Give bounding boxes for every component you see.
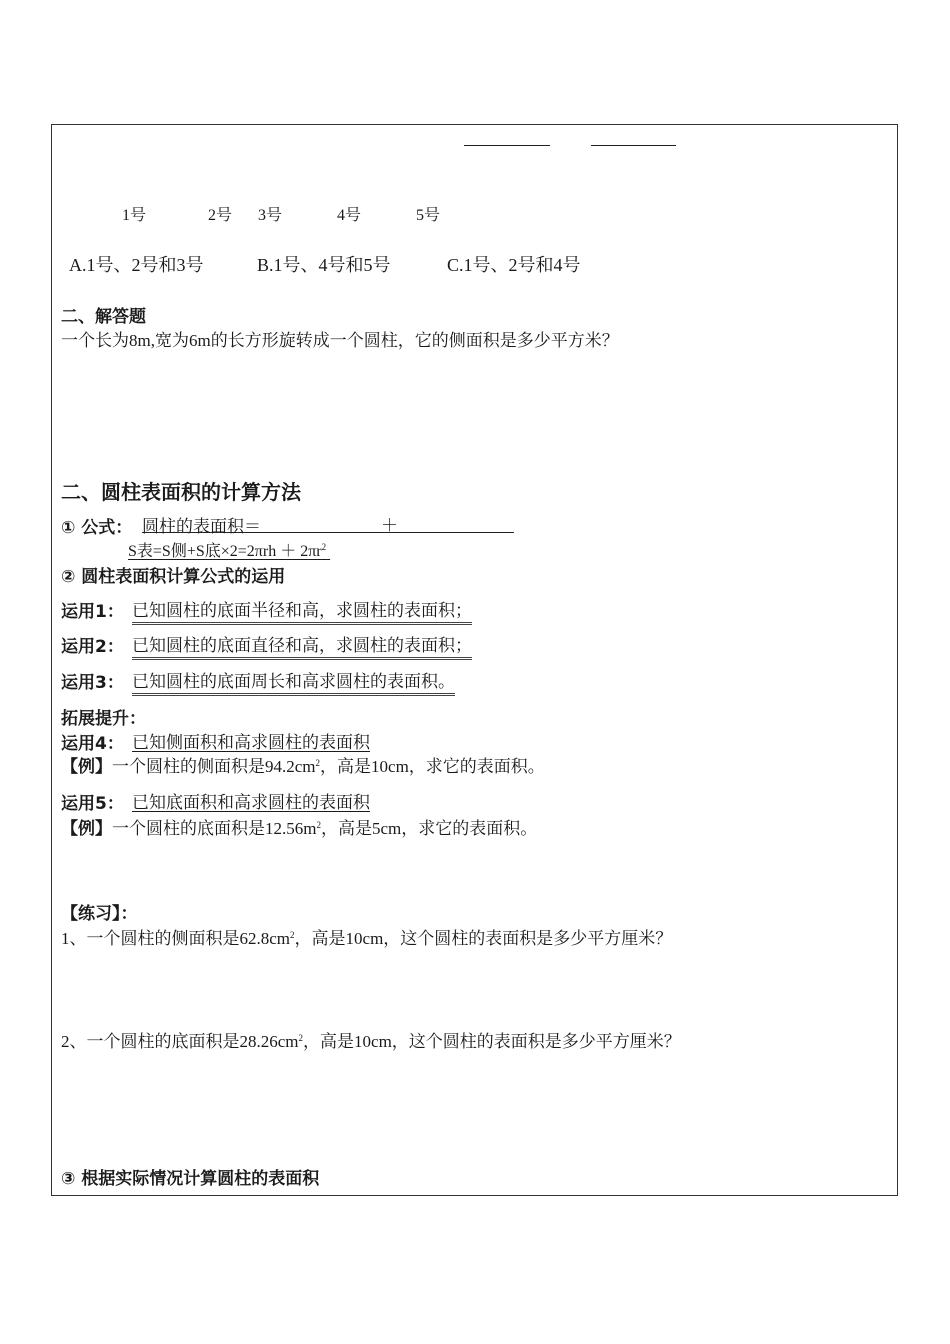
- surface-area-heading: 二、圆柱表面积的计算方法: [61, 480, 301, 504]
- label-2: 2号: [208, 207, 233, 224]
- example1: 【例】一个圆柱的侧面积是$94.2cm^2$，高是10cm，求它的表面积。: [61, 757, 545, 777]
- example2-label: 【例】: [61, 819, 112, 839]
- use5-text: 已知底面积和高求圆柱的表面积: [132, 793, 370, 812]
- label-1: 1号: [122, 207, 147, 224]
- use2-text: 已知圆柱的底面直径和高，求圆柱的表面积；: [132, 631, 472, 660]
- practice-heading: 【练习】：: [61, 904, 138, 924]
- use3-label: 运用3：: [61, 673, 124, 693]
- answer-blank-1: [464, 145, 550, 146]
- use3-text: 已知圆柱的底面周长和高求圆柱的表面积。: [132, 667, 455, 696]
- use1-label: 运用1：: [61, 602, 124, 622]
- formula-underline: [142, 532, 514, 533]
- practice-q2: 2、一个圆柱的底面积是$28.26cm^2$，高是10cm，这个圆柱的表面积是多少平方厘米？: [61, 1032, 681, 1051]
- use5-label: 运用5：: [61, 794, 124, 814]
- formula-text: 圆柱的表面积＝: [142, 517, 261, 536]
- formula-line2: S表=S侧+S底$\times 2=2\pi rh + 2\pi r^2$: [128, 542, 327, 560]
- use2-label: 运用2：: [61, 637, 124, 657]
- label-5: 5号: [416, 207, 441, 224]
- example1-label: 【例】: [61, 757, 112, 777]
- usage-heading: ② 圆柱表面积计算公式的运用: [61, 567, 286, 587]
- option-b: B.1号、4号和5号: [257, 255, 391, 275]
- use4-text: 已知侧面积和高求圆柱的表面积: [132, 733, 370, 752]
- extend-heading: 拓展提升：: [61, 709, 146, 729]
- label-4: 4号: [337, 207, 362, 224]
- option-c: C.1号、2号和4号: [447, 255, 581, 275]
- use4-label: 运用4：: [61, 734, 124, 754]
- example2: 【例】一个圆柱的底面积是$12.56m^2$，高是5cm，求它的表面积。: [61, 819, 538, 839]
- formula-label: ① 公式：: [61, 518, 133, 538]
- use1-text: 已知圆柱的底面半径和高，求圆柱的表面积；: [132, 596, 472, 625]
- practice-q1: 1、一个圆柱的侧面积是$62.8cm^2$，高是10cm，这个圆柱的表面积是多少平方厘米？: [61, 929, 673, 948]
- label-3: 3号: [258, 207, 283, 224]
- answer-blank-2: [591, 145, 676, 146]
- formula-plus: ＋: [381, 516, 398, 535]
- answer-section-heading: 二、解答题: [61, 307, 146, 327]
- answer-question: 一个长为8m,宽为6m的长方形旋转成一个圆柱，它的侧面积是多少平方米？: [61, 331, 619, 350]
- actual-heading: ③ 根据实际情况计算圆柱的表面积: [61, 1169, 320, 1189]
- option-a: A.1号、2号和3号: [69, 255, 204, 275]
